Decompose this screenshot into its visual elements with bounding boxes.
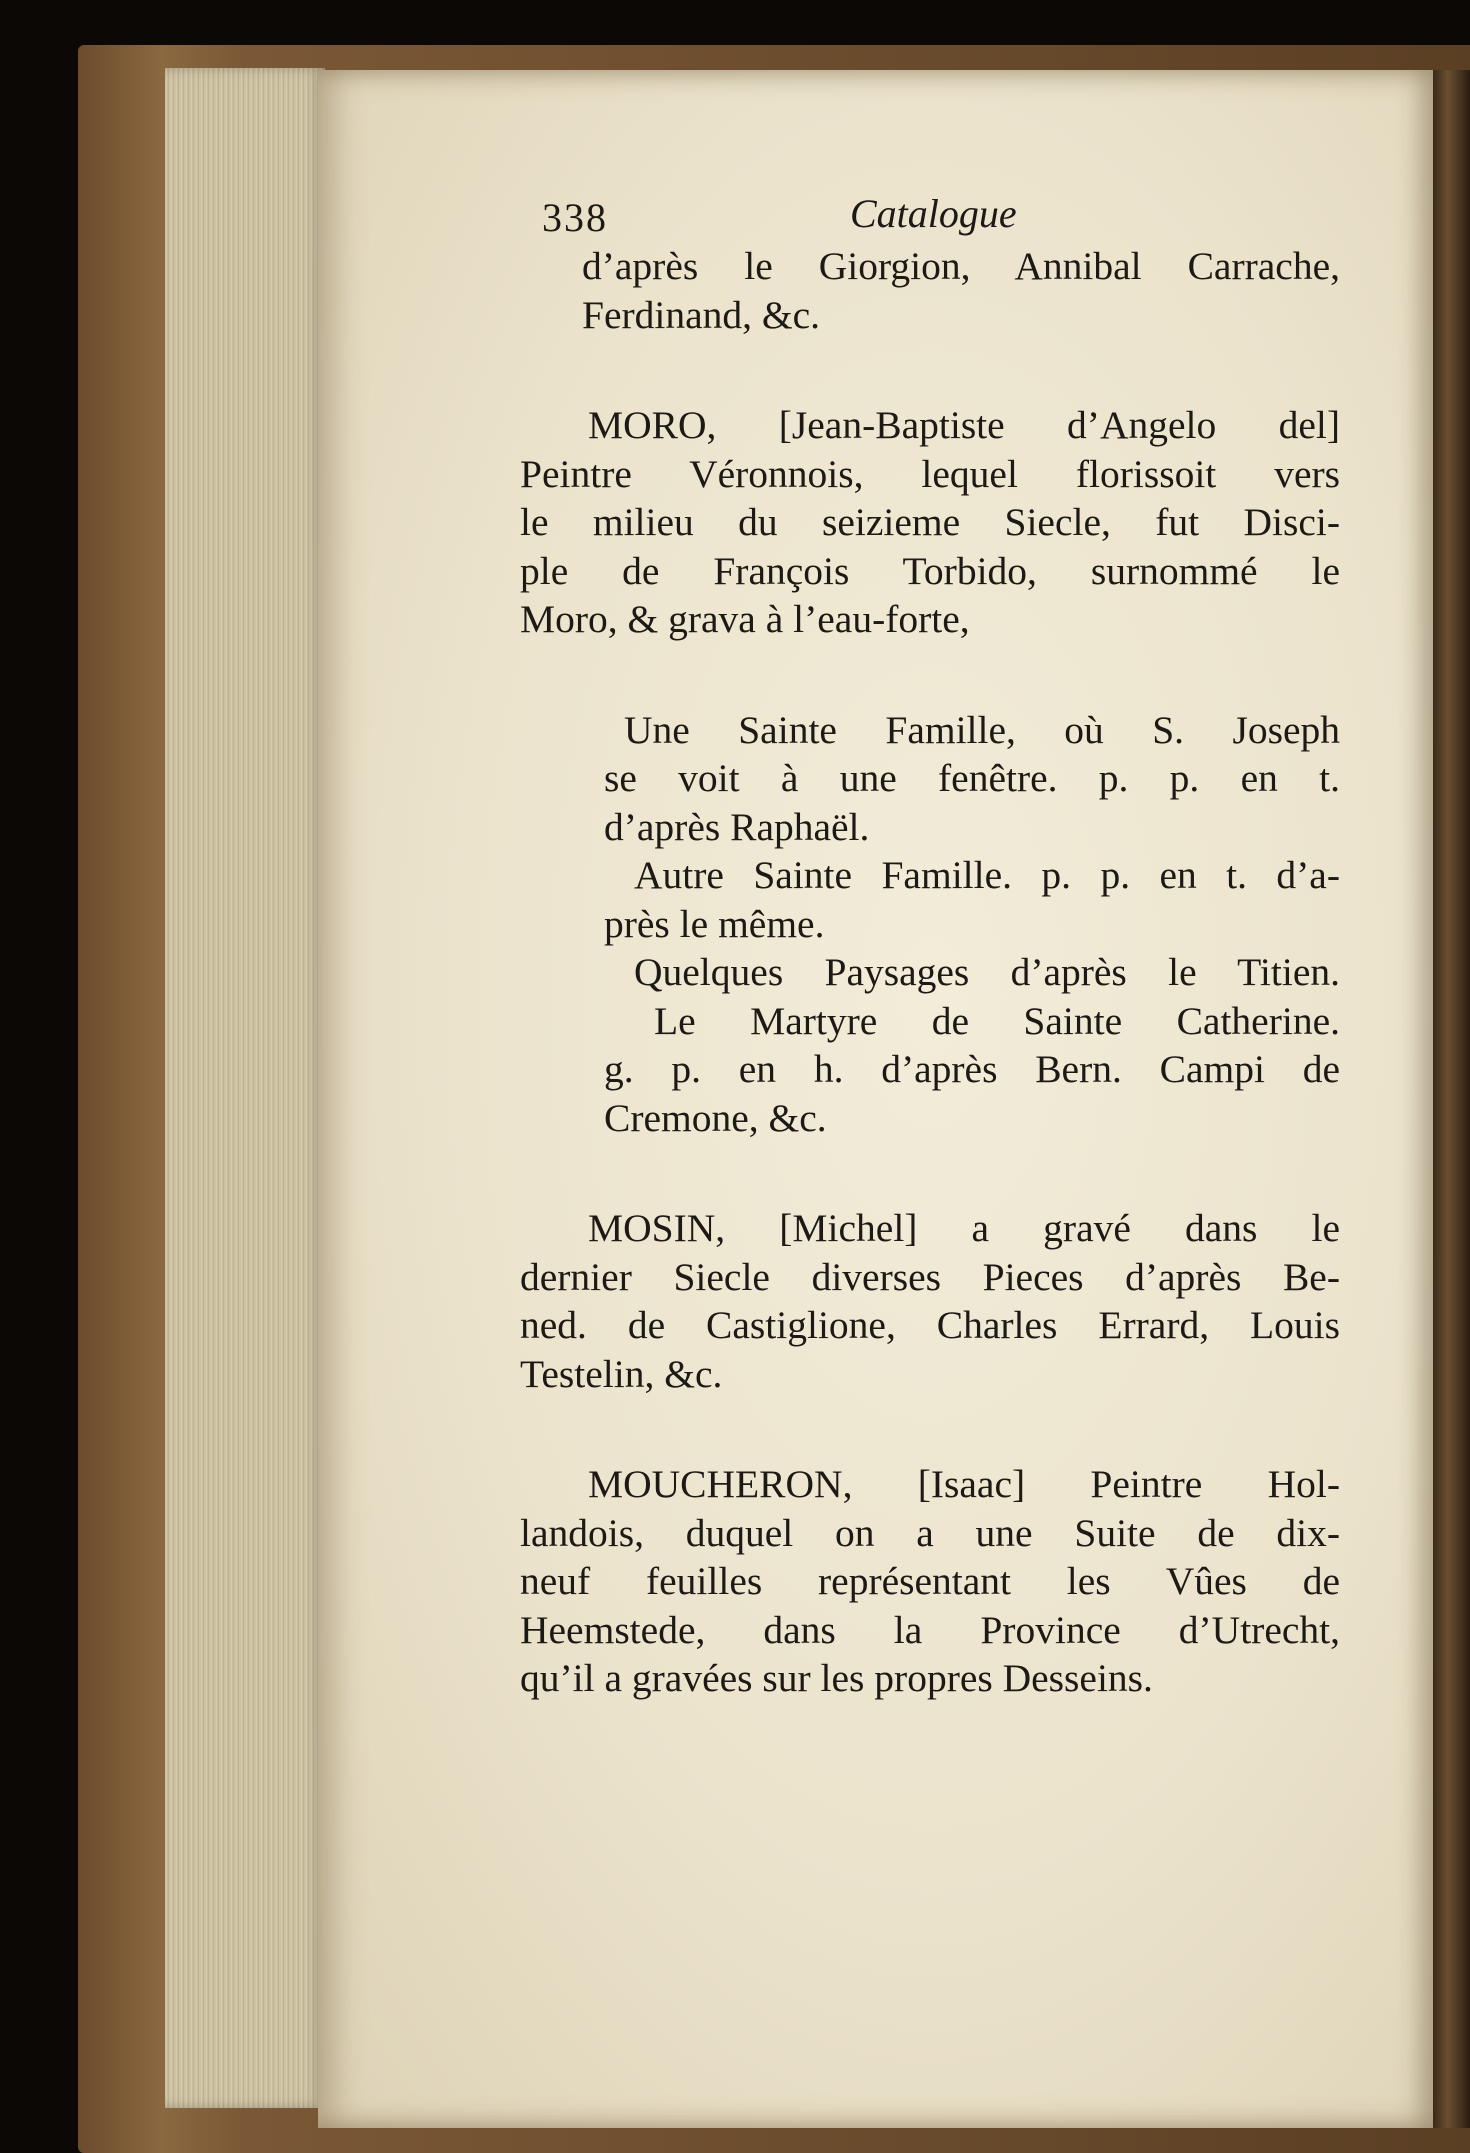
text-line: Ferdinand, &c. [582,292,821,337]
text-line: le milieu du seizieme Siecle, fut Disci- [520,500,1340,544]
works-list [520,706,1340,1143]
work-line: Autre Sainte Famille. p. p. en t. d’a- [634,853,1340,897]
text-line: dernier Siecle diverses Pieces d’après Be- [520,1254,1340,1299]
text-line: ned. de Castiglione, Charles Errard, Louis [520,1303,1340,1347]
entry-heading-line: MORO, [Jean-Baptiste d’Angelo del] [588,403,1340,447]
work-line: Le Martyre de Sainte Catherine. [654,998,1340,1043]
entry-moucheron [520,1460,1340,1703]
running-head: Catalogue [850,191,1017,236]
work-line: g. p. en h. d’après Bern. Campi de [604,1047,1340,1091]
entry-continuation [520,242,1340,339]
work-line: Quelques Paysages d’après le Titien. [634,950,1340,994]
work-line: se voit à une fenêtre. p. p. en t. [604,756,1340,800]
page-header [520,190,1340,242]
text-line: Heemstede, dans la Province d’Utrecht, [520,1607,1340,1652]
text-line: landois, duquel on a une Suite de dix- [520,1510,1340,1555]
work-line: d’après Raphaël. [604,804,870,849]
text-line: Testelin, &c. [520,1351,723,1396]
entry-mosin [520,1204,1340,1398]
entry-heading-line: MOUCHERON, [Isaac] Peintre Hol- [588,1462,1340,1506]
text-line: d’après le Giorgion, Annibal Carrache, [582,244,1340,288]
page-number: 338 [542,195,608,240]
entry-moro [520,401,1340,644]
work-line: Cremone, &c. [604,1095,827,1140]
work-line: Une Sainte Famille, où S. Joseph [624,707,1340,752]
text-line: qu’il a gravées sur les propres Desseins. [520,1656,1153,1700]
page-text [520,190,1340,1703]
text-line: ple de François Torbido, surnommé le [520,548,1340,593]
text-line: Peintre Véronnois, lequel florissoit vers [520,451,1340,496]
work-line: près le même. [604,901,825,946]
page-edges [165,68,325,2108]
entry-heading-line: MOSIN, [Michel] a gravé dans le [588,1206,1340,1250]
text-line: neuf feuilles représentant les Vûes de [520,1559,1340,1603]
facing-page-edge [1433,70,1470,2128]
text-line: Moro, & grava à l’eau-forte, [520,597,970,641]
